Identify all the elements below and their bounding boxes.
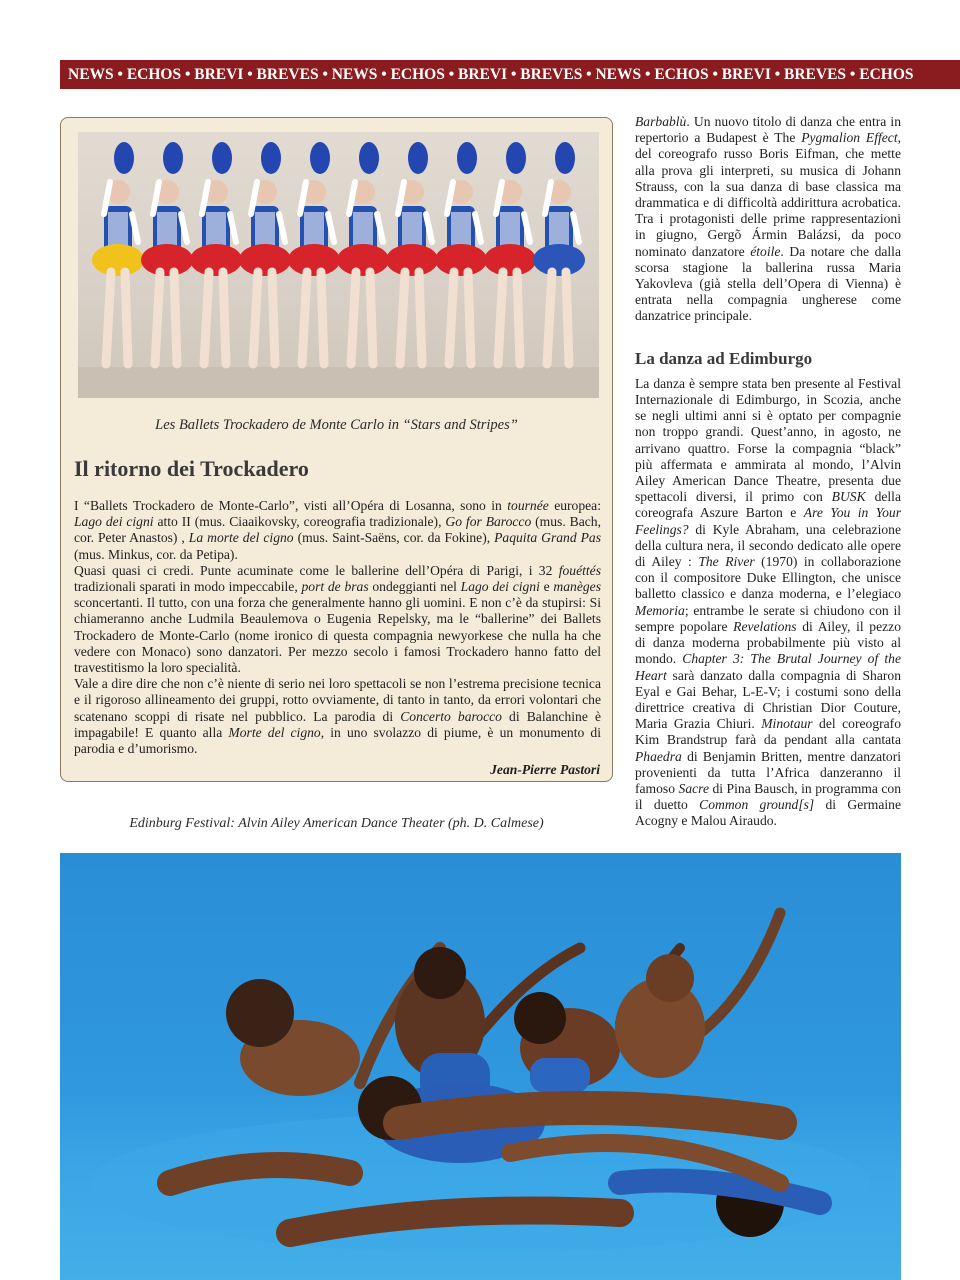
article-title: Il ritorno dei Trockadero	[74, 456, 309, 481]
text-run: I “Ballets Trockadero de Monte-Carlo”, visti all’Opéra di Losanna, sono in	[74, 498, 508, 513]
italic-text: fouéttés	[558, 562, 601, 578]
italic-text: The River	[698, 554, 755, 570]
italic-text: Concerto barocco	[400, 708, 502, 724]
text-run: sarà danzato dalla compagnia di Sharon Eyal e Gai Behar, L-E-V; i costumi sono della direttrice creativa di Christian Dior Couture, Maria Grazia Chiuri.	[635, 667, 901, 732]
italic-text: BUSK	[831, 489, 866, 505]
italic-text: Lago dei cigni	[74, 514, 154, 530]
italic-text: port de bras	[301, 579, 369, 595]
text-run: Vale a dire dire che non c’è niente di serio nei loro spettacoli se non l’estrema precisione tecnica e il rigoroso allineamento dei gruppi, rotto ovviamente, di tanto in tanto, da errori volontari che scatenano scoppi di risate nel pubblico. La parodia di	[74, 676, 601, 724]
paragraph	[74, 676, 601, 757]
text-run: ondeggianti nel	[368, 579, 461, 595]
text-run: (mus. Saint-Saëns, cor. da Fokine),	[293, 530, 495, 546]
text-run: ; entrambe le serate si chiudono con il sempre popolare	[635, 602, 901, 634]
ailey-dancers-illustration	[60, 853, 901, 1280]
edinburgh-photo-caption: Edinburg Festival: Alvin Ailey American Dance Theater (ph. D. Calmese)	[129, 816, 544, 831]
italic-text: tournée	[507, 498, 549, 513]
text-run: La danza è sempre stata ben presente al Festival Internazionale di Edimburgo, in Scozia, anche se negli ultimi anni si è optato per compagnie non troppo grandi. Quest’anno, in agosto, ne arrivano quattro. Forse la compagnia “black” più affermata e ammirata al mondo, l’Alvin Ailey American Dance Theatre, presenta due spettacoli diversi, il primo con	[635, 375, 901, 505]
right-column	[635, 114, 901, 830]
article-body	[74, 498, 601, 757]
text-run: di Kyle Abraham, una celebrazione della cultura nera, il secondo dedicato alle opere di Ailey :	[635, 521, 901, 570]
trockadero-photo-caption: Les Ballets Trockadero de Monte Carlo in “Stars and Stripes”	[155, 417, 518, 433]
paragraph	[635, 376, 901, 830]
text-run: tradizionali sparati in modo impeccabile,	[74, 579, 302, 595]
text-run: sconcertanti. Il tutto, con una forza che generalmente hanno gli uomini. E non c’è da stupirsi: Si chiameranno anche Ludmila Beaulemova o Eugenia Repelsky, ma le “ballerine” dei Ballets Trockadero de Monte-Carlo (nome ironico di questa compagnia newyorkese che nulla ha che vedere con Monaco) sono danzatori. Per mezzo secolo i famosi Trockadero hanno fatto del travestitismo la loro specialità.	[74, 595, 601, 676]
italic-text: étoile	[750, 243, 781, 259]
text-run: . Un nuovo titolo di danza che entra in repertorio a Budapest è The	[635, 114, 901, 146]
text-run: , del coreografo russo Boris Eifman, che mette alla prova gli interpreti, su musica di Johann Strauss, con la sua danza di base classica ma drammatica e di difficoltà addirittura acrobatica. Tra i protagonisti delle prime rappresentazioni in giugno, Gergõ Ármin Balázsi, da poco nominato danzatore	[635, 130, 901, 259]
text-run: di Germaine Acogny e Malou Airaudo.	[635, 797, 901, 829]
text-run: del coreografo Kim Brandstrup farà da pendant alla cantata	[635, 716, 902, 748]
section-heading: La danza ad Edimburgo	[635, 348, 813, 368]
text-run: di Ailey, il pezzo di danza moderna probabilmente più visto al mondo.	[635, 618, 901, 667]
italic-text: Lago dei cigni	[460, 579, 540, 595]
italic-text: Are You in Your Feelings?	[635, 505, 901, 537]
paragraph	[74, 563, 601, 676]
trockadero-box	[60, 117, 613, 782]
italic-text: Paquita Grand Pas	[494, 530, 601, 546]
text-run: Quasi quasi ci credi. Punte acuminate come le ballerine dell’Opéra di Parigi, i 32	[74, 562, 559, 578]
italic-text: La morte del cigno	[188, 530, 294, 546]
paragraph	[635, 114, 901, 325]
text-run: (1970) in collaborazione con il compositore Duke Ellington, che unisce balletto classico e danza moderna, e l’elegiaco	[635, 554, 901, 602]
text-run: della coreografa Aszure Barton e	[635, 489, 901, 521]
italic-text: Memoria	[635, 602, 685, 618]
ailey-photo	[60, 853, 901, 1280]
italic-text: manèges	[553, 579, 601, 595]
section-band: NEWS • ECHOS • BREVI • BREVES • NEWS • ECHOS • BREVI • BREVES • NEWS • ECHOS • BREVI • BREVES • ECHOS	[60, 60, 960, 89]
article-author: Jean-Pierre Pastori	[490, 762, 600, 777]
text-run: atto II (mus. Ciaaikovsky, coreografia tradizionale),	[153, 514, 446, 530]
text-run: di Pina Bausch, in programma con il duetto	[635, 780, 901, 813]
italic-text: Chapter 3: The Brutal Journey of the Heart	[635, 651, 901, 683]
text-run: (mus. Bach, cor. Peter Anastos) ,	[74, 514, 601, 546]
italic-text: Morte del cigno	[228, 724, 321, 740]
text-run: (mus. Minkus, cor. da Petipa).	[74, 546, 238, 562]
text-run: . Da notare che dalla scorsa stagione la ballerina russa Maria Yakovleva (già stella dell’Opera di Vienna) è entrata nella compagnia ungherese come danzatrice principale.	[635, 243, 901, 324]
text-run: europea:	[548, 498, 601, 513]
italic-text: Minotaur	[761, 716, 813, 732]
italic-text: Common ground[s]	[699, 797, 815, 813]
dancers-illustration	[78, 132, 599, 398]
italic-text: Barbablù	[635, 114, 687, 129]
paragraph	[74, 498, 601, 563]
text-run: di Benjamin Britten, mentre danzatori provenienti da tutta l’Africa danzeranno il famoso	[635, 748, 901, 796]
italic-text: Revelations	[733, 618, 797, 634]
italic-text: Sacre	[678, 780, 709, 796]
italic-text: Go for Barocco	[445, 514, 532, 530]
trockadero-photo	[78, 132, 599, 398]
text-run: , in uno svolazzo di piume, è un monumento di parodia e d’umorismo.	[74, 724, 601, 757]
text-run: e	[539, 579, 554, 595]
italic-text: Pygmalion Effect	[801, 130, 898, 146]
text-run: di Balanchine è impagabile! E quanto alla	[74, 708, 601, 740]
italic-text: Phaedra	[635, 748, 682, 764]
